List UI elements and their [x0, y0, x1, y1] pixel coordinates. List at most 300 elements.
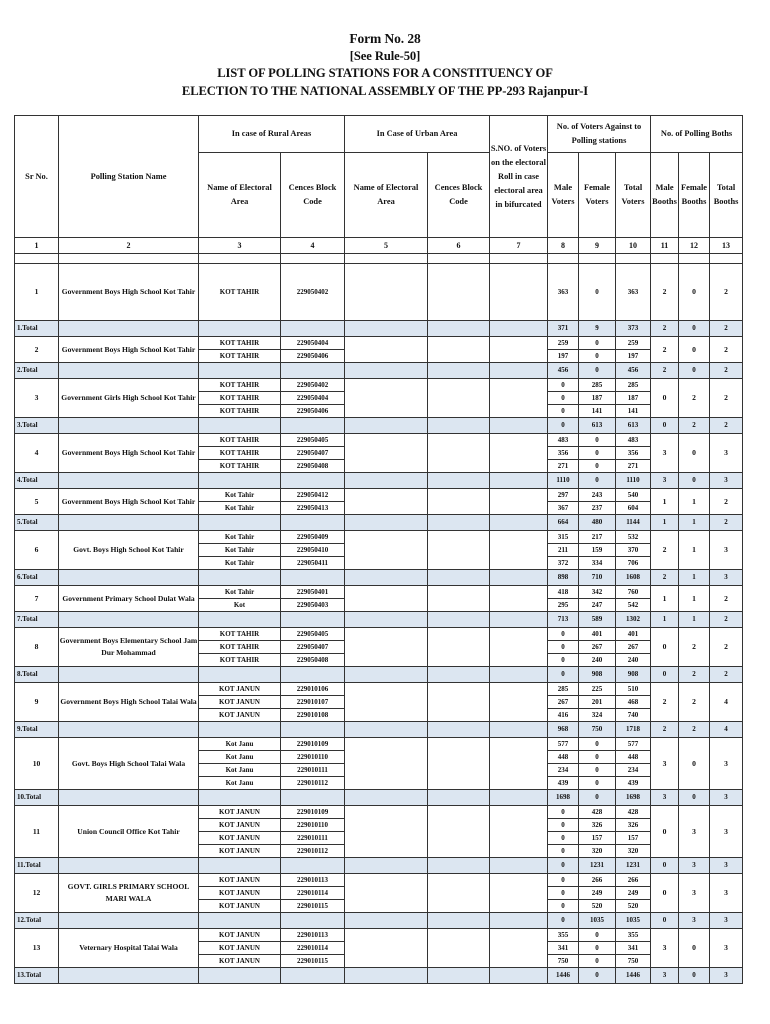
female-booths-cell: 2	[679, 683, 710, 722]
header-electoral-area-urban: Name of Electoral Area	[345, 153, 428, 238]
electoral-area-cell: Kot	[199, 599, 281, 612]
total-total-voters: 1446	[616, 968, 651, 984]
male-booths-cell: 3	[651, 929, 679, 968]
urban-code-cell	[428, 434, 490, 473]
total-male-booths: 3	[651, 790, 679, 806]
form-rule: [See Rule-50]	[349, 48, 421, 63]
total-empty-cell	[428, 570, 490, 586]
total-empty-cell	[490, 418, 548, 434]
heading-line-1: LIST OF POLLING STATIONS FOR A CONSTITUENCY OF	[217, 66, 553, 81]
census-block-cell: 229050405	[281, 434, 345, 447]
total-empty-cell	[428, 790, 490, 806]
header-total-booths: Total Booths	[710, 153, 743, 238]
total-total-booths: 2	[710, 363, 743, 379]
male-voters-cell: 0	[548, 900, 579, 913]
male-booths-cell: 0	[651, 628, 679, 667]
total-row	[15, 667, 743, 683]
total-male-voters: 0	[548, 913, 579, 929]
electoral-area-cell: KOT TAHIR	[199, 392, 281, 405]
male-voters-cell: 285	[548, 683, 579, 696]
total-male-booths: 0	[651, 913, 679, 929]
total-female-booths: 3	[679, 913, 710, 929]
total-empty-cell	[59, 570, 199, 586]
census-block-cell: 229010109	[281, 806, 345, 819]
spacer-cell	[579, 254, 616, 264]
total-voters-cell: 604	[616, 502, 651, 515]
male-voters-cell: 315	[548, 531, 579, 544]
male-voters-cell: 271	[548, 460, 579, 473]
table-row	[15, 929, 743, 942]
station-name-cell: Government Boys High School Kot Tahir	[59, 337, 199, 363]
female-voters-cell: 320	[579, 845, 616, 858]
sno-voters-cell	[490, 806, 548, 858]
table-body	[15, 238, 743, 984]
female-voters-cell: 249	[579, 887, 616, 900]
column-number: 9	[579, 238, 616, 254]
female-voters-cell: 401	[579, 628, 616, 641]
header-male-booths: Male Booths	[651, 153, 679, 238]
total-male-voters: 968	[548, 722, 579, 738]
total-empty-cell	[199, 858, 281, 874]
column-number: 8	[548, 238, 579, 254]
total-row	[15, 722, 743, 738]
female-booths-cell: 0	[679, 264, 710, 321]
census-block-cell: 229010115	[281, 955, 345, 968]
table-row	[15, 806, 743, 819]
total-empty-cell	[490, 968, 548, 984]
urban-area-cell	[345, 683, 428, 722]
female-voters-cell: 0	[579, 434, 616, 447]
total-empty-cell	[490, 722, 548, 738]
female-voters-cell: 225	[579, 683, 616, 696]
census-block-cell: 229050409	[281, 531, 345, 544]
total-empty-cell	[428, 418, 490, 434]
total-empty-cell	[281, 968, 345, 984]
male-booths-cell: 1	[651, 586, 679, 612]
electoral-area-cell: KOT TAHIR	[199, 350, 281, 363]
female-voters-cell: 243	[579, 489, 616, 502]
total-empty-cell	[428, 858, 490, 874]
female-voters-cell: 240	[579, 654, 616, 667]
spacer-cell	[651, 254, 679, 264]
total-empty-cell	[199, 473, 281, 489]
male-voters-cell: 439	[548, 777, 579, 790]
electoral-area-cell: KOT TAHIR	[199, 447, 281, 460]
male-booths-cell: 2	[651, 264, 679, 321]
female-voters-cell: 0	[579, 942, 616, 955]
male-voters-cell: 418	[548, 586, 579, 599]
total-empty-cell	[281, 667, 345, 683]
total-empty-cell	[490, 515, 548, 531]
male-voters-cell: 0	[548, 379, 579, 392]
total-empty-cell	[490, 790, 548, 806]
total-empty-cell	[199, 515, 281, 531]
total-male-voters: 1110	[548, 473, 579, 489]
total-empty-cell	[281, 858, 345, 874]
column-number: 11	[651, 238, 679, 254]
census-block-cell: 229010108	[281, 709, 345, 722]
urban-area-cell	[345, 874, 428, 913]
urban-code-cell	[428, 628, 490, 667]
male-voters-cell: 0	[548, 874, 579, 887]
male-booths-cell: 3	[651, 738, 679, 790]
total-empty-cell	[345, 913, 428, 929]
total-empty-cell	[345, 968, 428, 984]
total-voters-cell: 439	[616, 777, 651, 790]
total-female-voters: 750	[579, 722, 616, 738]
total-male-voters: 1698	[548, 790, 579, 806]
station-name-cell: Government Primary School Dulat Wala	[59, 586, 199, 612]
census-block-cell: 229050412	[281, 489, 345, 502]
census-block-cell: 229010107	[281, 696, 345, 709]
total-total-booths: 2	[710, 321, 743, 337]
total-voters-cell: 341	[616, 942, 651, 955]
table-row	[15, 586, 743, 599]
census-block-cell: 229010114	[281, 887, 345, 900]
male-voters-cell: 363	[548, 264, 579, 321]
total-label: 2.Total	[15, 363, 59, 379]
sr-no-cell: 7	[15, 586, 59, 612]
urban-area-cell	[345, 337, 428, 363]
total-female-booths: 0	[679, 790, 710, 806]
station-name-cell: Government Boys High School Kot Tahir	[59, 264, 199, 321]
total-empty-cell	[490, 858, 548, 874]
female-voters-cell: 237	[579, 502, 616, 515]
total-total-voters: 613	[616, 418, 651, 434]
female-voters-cell: 428	[579, 806, 616, 819]
spacer-cell	[199, 254, 281, 264]
electoral-area-cell: KOT JANUN	[199, 819, 281, 832]
total-total-voters: 1718	[616, 722, 651, 738]
total-voters-cell: 706	[616, 557, 651, 570]
sr-no-cell: 9	[15, 683, 59, 722]
female-booths-cell: 2	[679, 628, 710, 667]
heading-line-2: ELECTION TO THE NATIONAL ASSEMBLY OF THE PP-293 Rajanpur-I	[181, 83, 589, 98]
total-empty-cell	[428, 968, 490, 984]
total-empty-cell	[199, 612, 281, 628]
male-voters-cell: 355	[548, 929, 579, 942]
female-booths-cell: 0	[679, 434, 710, 473]
male-voters-cell: 295	[548, 599, 579, 612]
sr-no-cell: 1	[15, 264, 59, 321]
total-label: 5.Total	[15, 515, 59, 531]
total-total-voters: 908	[616, 667, 651, 683]
census-block-cell: 229010112	[281, 777, 345, 790]
female-booths-cell: 3	[679, 874, 710, 913]
total-female-booths: 2	[679, 418, 710, 434]
total-empty-cell	[281, 418, 345, 434]
total-voters-cell: 197	[616, 350, 651, 363]
total-voters-cell: 577	[616, 738, 651, 751]
header-polling-booths: No. of Polling Boths	[651, 116, 743, 153]
total-total-voters: 1608	[616, 570, 651, 586]
total-voters-cell: 760	[616, 586, 651, 599]
female-booths-cell: 1	[679, 586, 710, 612]
female-booths-cell: 0	[679, 337, 710, 363]
total-female-voters: 9	[579, 321, 616, 337]
total-empty-cell	[199, 418, 281, 434]
column-number: 1	[15, 238, 59, 254]
total-voters-cell: 401	[616, 628, 651, 641]
sno-voters-cell	[490, 683, 548, 722]
male-voters-cell: 0	[548, 832, 579, 845]
station-name-cell: Govt. Boys High School Kot Tahir	[59, 531, 199, 570]
urban-area-cell	[345, 264, 428, 321]
total-total-booths: 3	[710, 913, 743, 929]
male-voters-cell: 259	[548, 337, 579, 350]
census-block-cell: 229010115	[281, 900, 345, 913]
sno-voters-cell	[490, 264, 548, 321]
male-booths-cell: 2	[651, 683, 679, 722]
total-female-voters: 0	[579, 473, 616, 489]
total-empty-cell	[345, 858, 428, 874]
total-voters-cell: 259	[616, 337, 651, 350]
male-voters-cell: 0	[548, 641, 579, 654]
census-block-cell: 229010114	[281, 942, 345, 955]
urban-area-cell	[345, 929, 428, 968]
sr-no-cell: 5	[15, 489, 59, 515]
total-label: 3.Total	[15, 418, 59, 434]
total-male-voters: 0	[548, 858, 579, 874]
urban-code-cell	[428, 738, 490, 790]
table-row	[15, 337, 743, 350]
sno-voters-cell	[490, 531, 548, 570]
total-empty-cell	[281, 363, 345, 379]
sr-no-cell: 3	[15, 379, 59, 418]
total-row	[15, 913, 743, 929]
total-booths-cell: 3	[710, 929, 743, 968]
total-row	[15, 612, 743, 628]
total-female-voters: 613	[579, 418, 616, 434]
male-voters-cell: 0	[548, 845, 579, 858]
female-voters-cell: 334	[579, 557, 616, 570]
total-female-booths: 0	[679, 968, 710, 984]
total-total-booths: 2	[710, 515, 743, 531]
electoral-area-cell: Kot Tahir	[199, 489, 281, 502]
sno-voters-cell	[490, 586, 548, 612]
male-voters-cell: 356	[548, 447, 579, 460]
table-row	[15, 531, 743, 544]
male-voters-cell: 0	[548, 628, 579, 641]
total-booths-cell: 3	[710, 531, 743, 570]
male-voters-cell: 234	[548, 764, 579, 777]
total-empty-cell	[199, 570, 281, 586]
total-male-booths: 3	[651, 473, 679, 489]
male-voters-cell: 267	[548, 696, 579, 709]
electoral-area-cell: KOT JANUN	[199, 806, 281, 819]
total-voters-cell: 240	[616, 654, 651, 667]
header-sno-voters: S.NO. of Voters on the electoral Roll in case electoral area in bifurcated	[490, 116, 548, 238]
female-voters-cell: 0	[579, 337, 616, 350]
total-empty-cell	[490, 913, 548, 929]
urban-code-cell	[428, 489, 490, 515]
male-booths-cell: 1	[651, 489, 679, 515]
header-urban: In Case of Urban Area	[345, 116, 490, 153]
total-empty-cell	[490, 667, 548, 683]
total-voters-cell: 542	[616, 599, 651, 612]
header-census-block-urban: Cences Block Code	[428, 153, 490, 238]
census-block-cell: 229050408	[281, 654, 345, 667]
total-voters-cell: 141	[616, 405, 651, 418]
total-total-voters: 1231	[616, 858, 651, 874]
total-label: 1.Total	[15, 321, 59, 337]
total-empty-cell	[59, 612, 199, 628]
sno-voters-cell	[490, 929, 548, 968]
table-row	[15, 379, 743, 392]
header-female-voters: Female Voters	[579, 153, 616, 238]
total-male-booths: 3	[651, 968, 679, 984]
total-empty-cell	[345, 418, 428, 434]
census-block-cell: 229050403	[281, 599, 345, 612]
total-empty-cell	[59, 321, 199, 337]
female-voters-cell: 0	[579, 777, 616, 790]
total-voters-cell: 355	[616, 929, 651, 942]
male-voters-cell: 0	[548, 887, 579, 900]
total-voters-cell: 750	[616, 955, 651, 968]
total-voters-cell: 510	[616, 683, 651, 696]
total-empty-cell	[281, 790, 345, 806]
electoral-area-cell: KOT JANUN	[199, 845, 281, 858]
total-male-booths: 0	[651, 667, 679, 683]
total-empty-cell	[59, 722, 199, 738]
census-block-cell: 229050413	[281, 502, 345, 515]
sno-voters-cell	[490, 738, 548, 790]
table-row	[15, 683, 743, 696]
total-voters-cell: 448	[616, 751, 651, 764]
spacer-cell	[59, 254, 199, 264]
total-empty-cell	[281, 913, 345, 929]
total-voters-cell: 157	[616, 832, 651, 845]
total-empty-cell	[345, 473, 428, 489]
male-voters-cell: 367	[548, 502, 579, 515]
census-block-cell: 229050404	[281, 337, 345, 350]
table-row	[15, 434, 743, 447]
male-booths-cell: 3	[651, 434, 679, 473]
total-voters-cell: 187	[616, 392, 651, 405]
total-female-booths: 3	[679, 858, 710, 874]
total-empty-cell	[59, 515, 199, 531]
column-number: 6	[428, 238, 490, 254]
total-voters-cell: 740	[616, 709, 651, 722]
total-empty-cell	[281, 321, 345, 337]
total-empty-cell	[428, 515, 490, 531]
total-empty-cell	[490, 321, 548, 337]
female-voters-cell: 326	[579, 819, 616, 832]
header-station-name: Polling Station Name	[59, 116, 199, 238]
total-voters-cell: 483	[616, 434, 651, 447]
total-empty-cell	[281, 570, 345, 586]
total-empty-cell	[281, 722, 345, 738]
sr-no-cell: 6	[15, 531, 59, 570]
electoral-area-cell: KOT TAHIR	[199, 628, 281, 641]
total-empty-cell	[490, 612, 548, 628]
sno-voters-cell	[490, 337, 548, 363]
total-empty-cell	[199, 790, 281, 806]
total-row	[15, 321, 743, 337]
total-empty-cell	[59, 858, 199, 874]
female-voters-cell: 0	[579, 350, 616, 363]
total-label: 8.Total	[15, 667, 59, 683]
total-voters-cell: 320	[616, 845, 651, 858]
total-empty-cell	[59, 418, 199, 434]
total-voters-cell: 234	[616, 764, 651, 777]
male-voters-cell: 0	[548, 654, 579, 667]
female-voters-cell: 141	[579, 405, 616, 418]
total-total-voters: 1110	[616, 473, 651, 489]
sr-no-cell: 12	[15, 874, 59, 913]
electoral-area-cell: KOT JANUN	[199, 832, 281, 845]
female-voters-cell: 157	[579, 832, 616, 845]
census-block-cell: 229050401	[281, 586, 345, 599]
male-booths-cell: 0	[651, 874, 679, 913]
station-name-cell: GOVT. GIRLS PRIMARY SCHOOL MARI WALA	[59, 874, 199, 913]
male-voters-cell: 297	[548, 489, 579, 502]
total-empty-cell	[345, 515, 428, 531]
male-voters-cell: 448	[548, 751, 579, 764]
spacer-cell	[15, 254, 59, 264]
census-block-cell: 229050405	[281, 628, 345, 641]
column-number: 3	[199, 238, 281, 254]
total-male-booths: 1	[651, 515, 679, 531]
census-block-cell: 229050411	[281, 557, 345, 570]
total-total-voters: 1144	[616, 515, 651, 531]
sr-no-cell: 8	[15, 628, 59, 667]
station-name-cell: Govt. Boys High School Talai Wala	[59, 738, 199, 790]
census-block-cell: 229050410	[281, 544, 345, 557]
total-female-voters: 0	[579, 363, 616, 379]
electoral-area-cell: KOT TAHIR	[199, 654, 281, 667]
total-total-booths: 3	[710, 570, 743, 586]
total-booths-cell: 4	[710, 683, 743, 722]
total-booths-cell: 2	[710, 489, 743, 515]
total-label: 9.Total	[15, 722, 59, 738]
male-voters-cell: 341	[548, 942, 579, 955]
total-male-booths: 2	[651, 722, 679, 738]
urban-code-cell	[428, 929, 490, 968]
female-voters-cell: 0	[579, 751, 616, 764]
male-voters-cell: 211	[548, 544, 579, 557]
urban-code-cell	[428, 683, 490, 722]
female-voters-cell: 342	[579, 586, 616, 599]
total-empty-cell	[199, 321, 281, 337]
column-number: 10	[616, 238, 651, 254]
form-title: Form No. 28	[349, 31, 421, 46]
form-heading	[0, 30, 770, 100]
total-total-voters: 373	[616, 321, 651, 337]
total-label: 12.Total	[15, 913, 59, 929]
electoral-area-cell: KOT JANUN	[199, 900, 281, 913]
column-number: 2	[59, 238, 199, 254]
total-total-booths: 3	[710, 968, 743, 984]
total-voters-cell: 356	[616, 447, 651, 460]
electoral-area-cell: Kot Janu	[199, 764, 281, 777]
female-voters-cell: 324	[579, 709, 616, 722]
total-male-voters: 1446	[548, 968, 579, 984]
total-empty-cell	[345, 321, 428, 337]
female-voters-cell: 266	[579, 874, 616, 887]
census-block-cell: 229050407	[281, 641, 345, 654]
electoral-area-cell: KOT TAHIR	[199, 405, 281, 418]
total-voters-cell: 363	[616, 264, 651, 321]
header-total-voters: Total Voters	[616, 153, 651, 238]
urban-area-cell	[345, 379, 428, 418]
total-male-voters: 371	[548, 321, 579, 337]
electoral-area-cell: KOT JANUN	[199, 874, 281, 887]
total-male-voters: 713	[548, 612, 579, 628]
female-voters-cell: 0	[579, 447, 616, 460]
electoral-area-cell: Kot Janu	[199, 751, 281, 764]
total-row	[15, 790, 743, 806]
